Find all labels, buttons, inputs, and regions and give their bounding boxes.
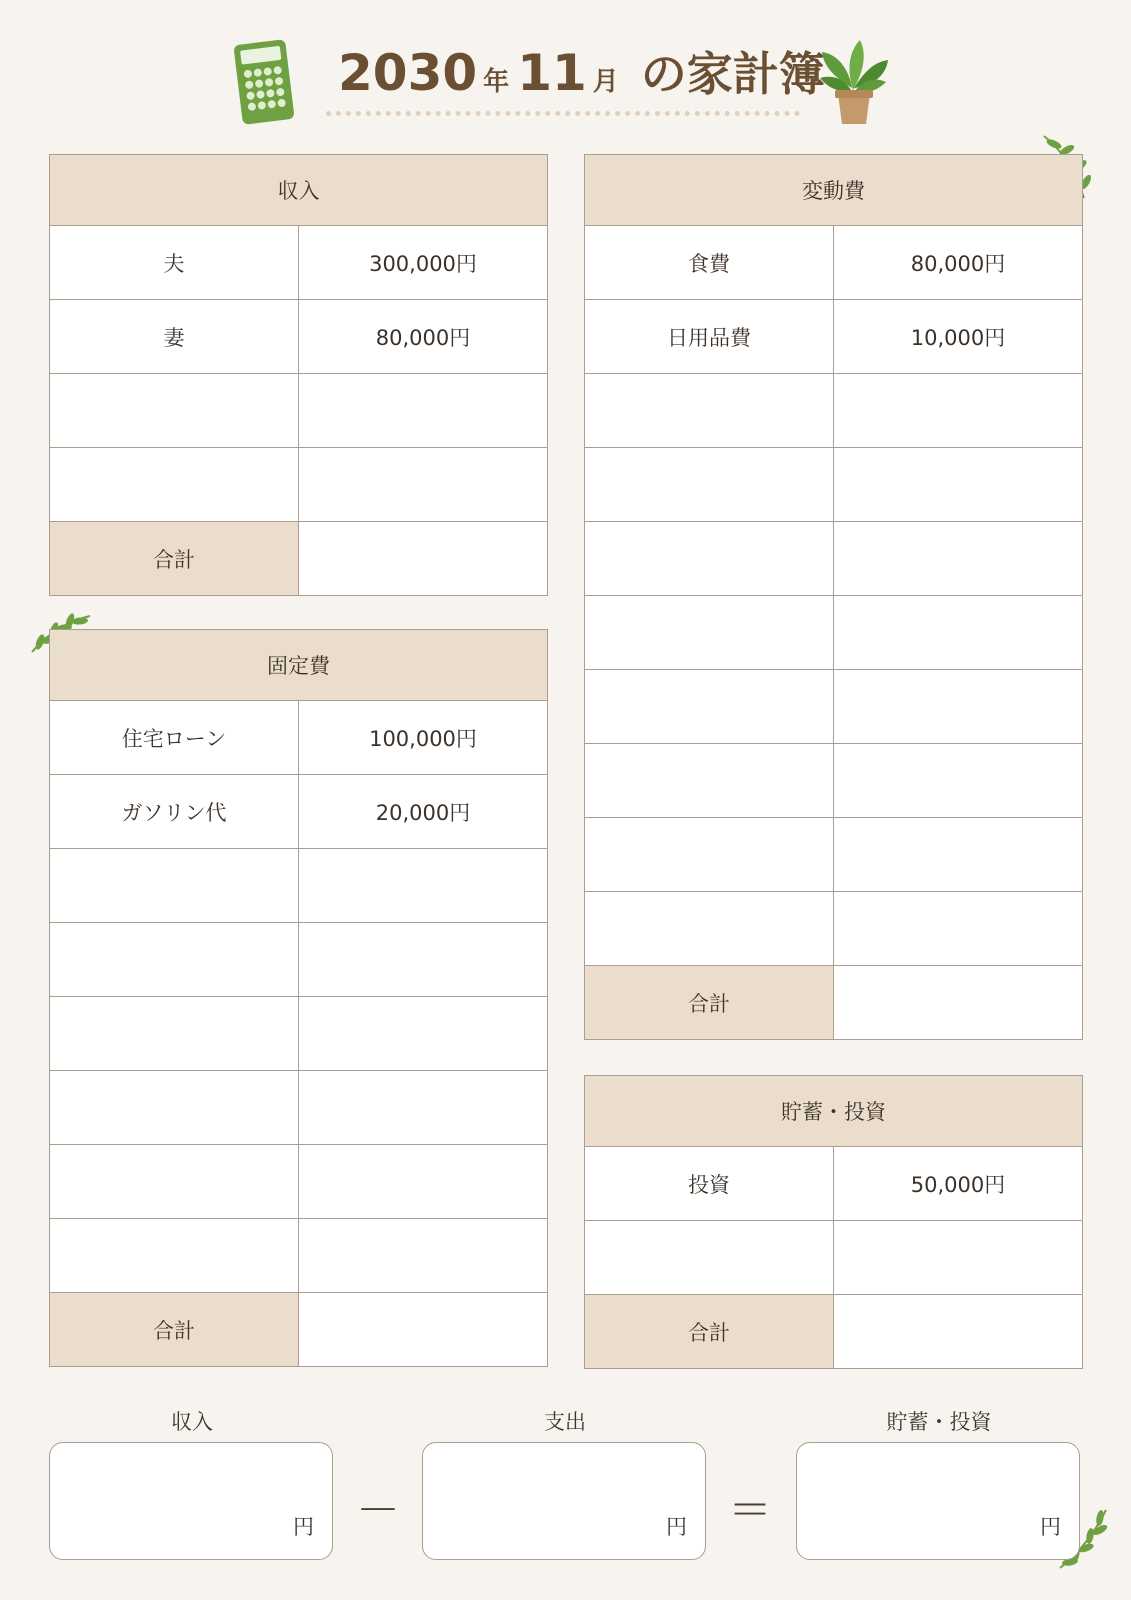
total-row: [50, 522, 548, 596]
fixed-item-amount[interactable]: [299, 1071, 548, 1145]
variable-item-amount[interactable]: [834, 522, 1083, 596]
variable-cost-table: [584, 154, 1083, 1040]
title-month: 11: [517, 44, 587, 102]
table-row: [50, 448, 548, 522]
table-row: [585, 1147, 1083, 1221]
income-total-label: 合計: [50, 522, 299, 596]
title-suffix: の家計簿: [640, 47, 825, 101]
fixed-item-label[interactable]: 住宅ローン: [50, 701, 299, 775]
table-row: [585, 596, 1083, 670]
table-row: [50, 849, 548, 923]
title-underline: [326, 111, 800, 116]
fixed-item-amount[interactable]: [299, 1145, 548, 1219]
fixed-item-amount[interactable]: [299, 997, 548, 1071]
table-row: [50, 1145, 548, 1219]
table-row: [50, 775, 548, 849]
variable-item-label[interactable]: 日用品費: [585, 300, 834, 374]
variable-cost-table-header: 変動費: [585, 155, 1083, 226]
summary-savings-unit: 円: [1040, 1515, 1061, 1539]
variable-item-amount[interactable]: [834, 892, 1083, 966]
variable-item-label[interactable]: 食費: [585, 226, 834, 300]
summary-savings-label: 貯蓄・投資: [886, 1410, 992, 1434]
variable-item-amount[interactable]: 80,000円: [834, 226, 1083, 300]
fixed-item-amount[interactable]: 100,000円: [299, 701, 548, 775]
table-row: [585, 670, 1083, 744]
title-month-unit: 月: [592, 67, 619, 97]
summary-expense-label: 支出: [544, 1410, 586, 1434]
total-row: [585, 1295, 1083, 1369]
page-header: [0, 38, 1131, 108]
table-row: [585, 448, 1083, 522]
equals-sign: ＝: [728, 1485, 772, 1536]
income-table-header: 収入: [50, 155, 548, 226]
income-item-amount[interactable]: [299, 448, 548, 522]
fixed-total-value[interactable]: [299, 1293, 548, 1367]
table-row: [585, 744, 1083, 818]
fixed-item-label[interactable]: [50, 997, 299, 1071]
variable-item-amount[interactable]: [834, 596, 1083, 670]
fixed-cost-table: [49, 629, 548, 1367]
fixed-item-amount[interactable]: [299, 849, 548, 923]
savings-item-amount[interactable]: 50,000円: [834, 1147, 1083, 1221]
fixed-item-label[interactable]: ガソリン代: [50, 775, 299, 849]
savings-total-value[interactable]: [834, 1295, 1083, 1369]
table-row: [585, 374, 1083, 448]
table-row: [50, 374, 548, 448]
minus-sign: －: [356, 1485, 400, 1536]
variable-total-label: 合計: [585, 966, 834, 1040]
fixed-item-label[interactable]: [50, 1071, 299, 1145]
table-row: [50, 226, 548, 300]
table-row: [585, 300, 1083, 374]
total-row: [50, 1293, 548, 1367]
table-row: [50, 997, 548, 1071]
variable-item-label[interactable]: [585, 448, 834, 522]
fixed-item-amount[interactable]: 20,000円: [299, 775, 548, 849]
income-item-label[interactable]: [50, 374, 299, 448]
summary-expense-unit: 円: [666, 1515, 687, 1539]
savings-item-label[interactable]: [585, 1221, 834, 1295]
income-item-label[interactable]: [50, 448, 299, 522]
variable-item-label[interactable]: [585, 892, 834, 966]
variable-total-value[interactable]: [834, 966, 1083, 1040]
table-row: [585, 226, 1083, 300]
fixed-item-label[interactable]: [50, 1219, 299, 1293]
variable-item-amount[interactable]: 10,000円: [834, 300, 1083, 374]
fixed-item-label[interactable]: [50, 849, 299, 923]
table-row: [50, 701, 548, 775]
income-total-value[interactable]: [299, 522, 548, 596]
summary-income-unit: 円: [293, 1515, 314, 1539]
table-row: [585, 522, 1083, 596]
title-year: 2030: [338, 44, 478, 102]
income-item-amount[interactable]: 80,000円: [299, 300, 548, 374]
variable-item-label[interactable]: [585, 522, 834, 596]
fixed-cost-table-header: 固定費: [50, 630, 548, 701]
variable-item-label[interactable]: [585, 596, 834, 670]
variable-item-label[interactable]: [585, 374, 834, 448]
table-row: [50, 923, 548, 997]
variable-item-label[interactable]: [585, 818, 834, 892]
table-row: [585, 892, 1083, 966]
savings-table-header: 貯蓄・投資: [585, 1076, 1083, 1147]
savings-table: [584, 1075, 1083, 1369]
summary-income-box[interactable]: [49, 1442, 333, 1560]
fixed-item-label[interactable]: [50, 1145, 299, 1219]
variable-item-label[interactable]: [585, 670, 834, 744]
summary-income-label: 収入: [171, 1410, 213, 1434]
fixed-item-amount[interactable]: [299, 1219, 548, 1293]
variable-item-label[interactable]: [585, 744, 834, 818]
fixed-total-label: 合計: [50, 1293, 299, 1367]
variable-item-amount[interactable]: [834, 670, 1083, 744]
table-row: [50, 1071, 548, 1145]
savings-total-label: 合計: [585, 1295, 834, 1369]
table-row: [50, 1219, 548, 1293]
total-row: [585, 966, 1083, 1040]
savings-item-label[interactable]: 投資: [585, 1147, 834, 1221]
variable-item-amount[interactable]: [834, 374, 1083, 448]
fixed-item-label[interactable]: [50, 923, 299, 997]
fixed-item-amount[interactable]: [299, 923, 548, 997]
income-item-label[interactable]: 妻: [50, 300, 299, 374]
potted-plant-icon: [816, 38, 892, 128]
variable-item-amount[interactable]: [834, 744, 1083, 818]
variable-item-amount[interactable]: [834, 818, 1083, 892]
calculator-icon: [232, 38, 296, 126]
page-title: [338, 38, 825, 108]
variable-item-amount[interactable]: [834, 448, 1083, 522]
income-item-amount[interactable]: [299, 374, 548, 448]
income-item-label[interactable]: 夫: [50, 226, 299, 300]
table-row: [585, 818, 1083, 892]
income-item-amount[interactable]: 300,000円: [299, 226, 548, 300]
table-row: [585, 1221, 1083, 1295]
title-year-unit: 年: [483, 67, 510, 97]
table-row: [50, 300, 548, 374]
income-table: [49, 154, 548, 596]
summary-savings-box[interactable]: [796, 1442, 1080, 1560]
summary-expense-box[interactable]: [422, 1442, 706, 1560]
savings-item-amount[interactable]: [834, 1221, 1083, 1295]
